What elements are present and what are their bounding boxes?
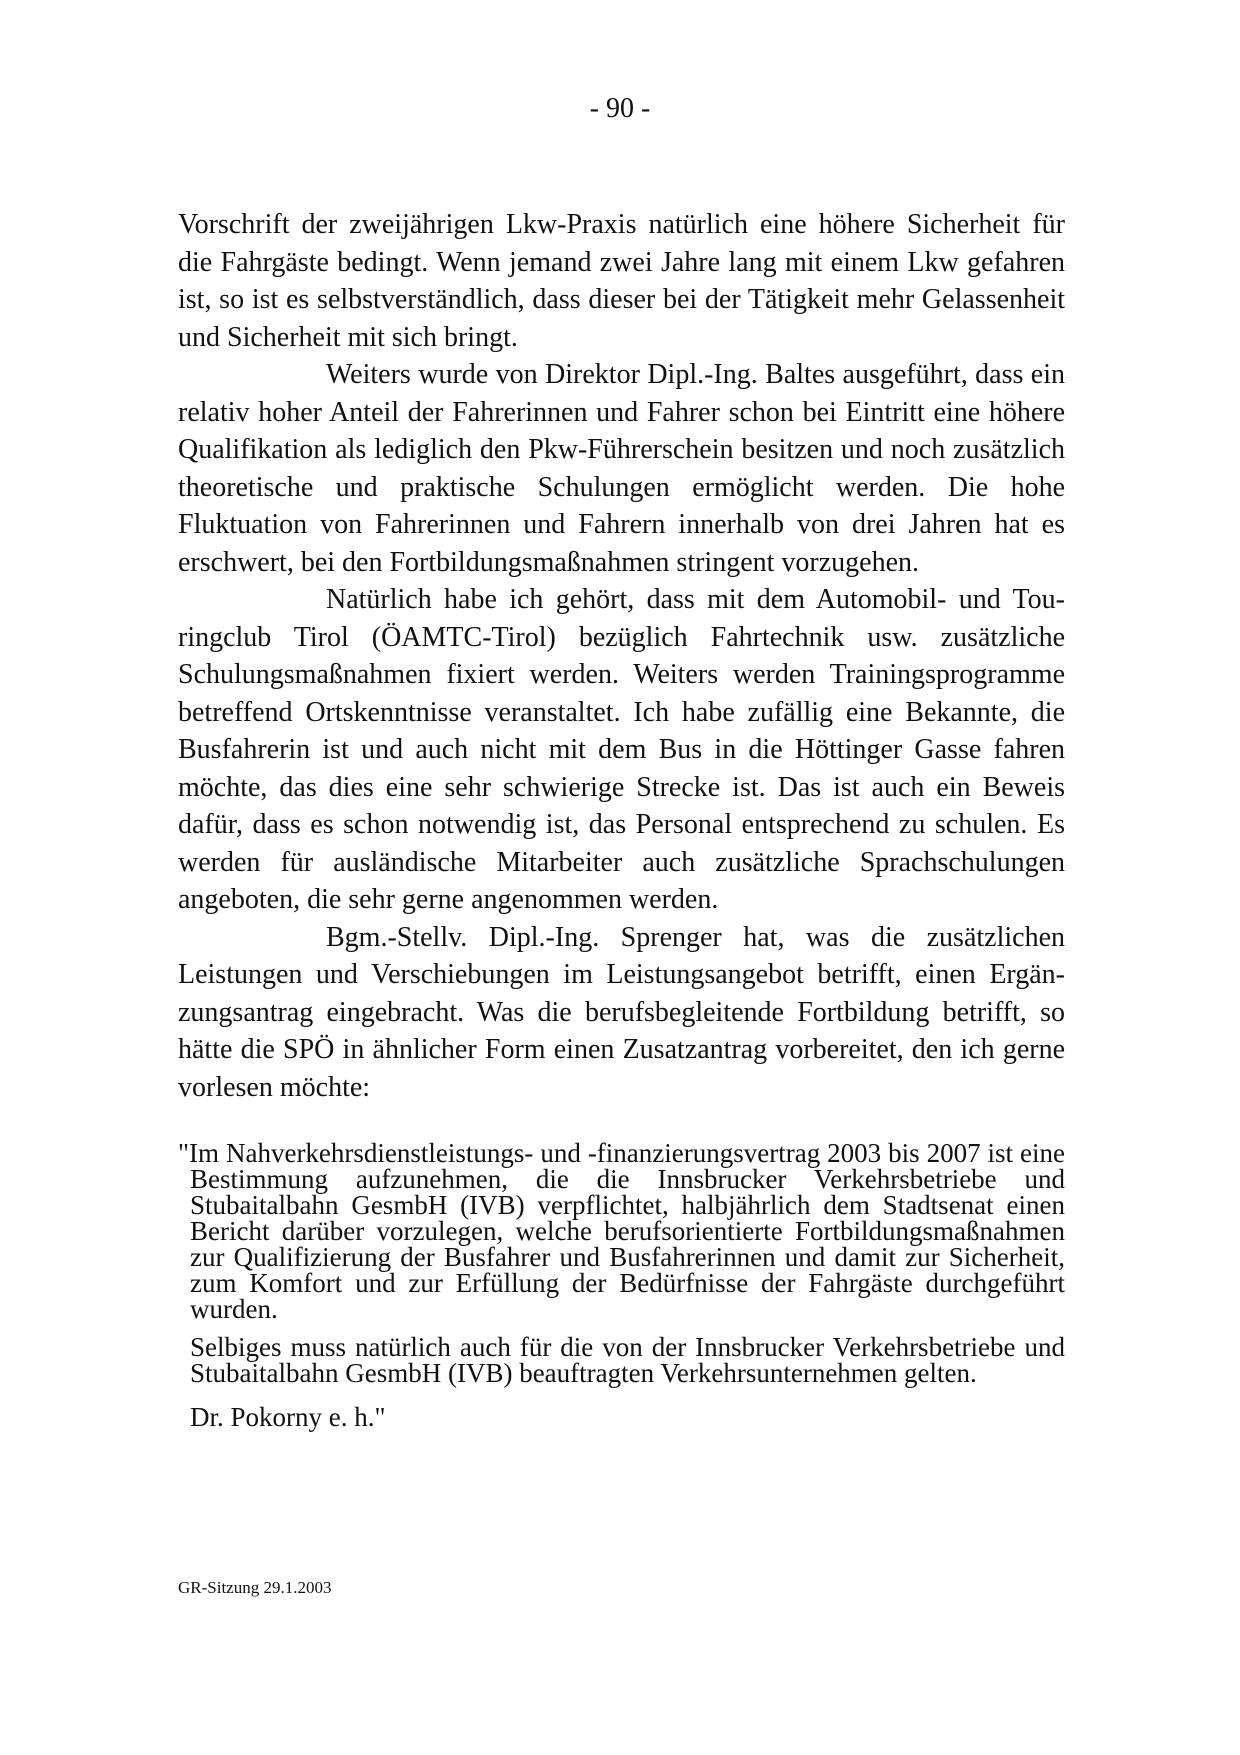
motion-quote — [178, 1140, 1065, 1430]
page-number: - 90 - — [589, 93, 651, 124]
paragraph: Bgm.-Stellv. Dipl.-Ing. Sprenger hat, was die zusätzlichen Leistungen und Verschiebungen im Leistungsangebot betrifft, einen Ergänzungsantrag eingebracht. Was die berufsbegleitende Fortbildung betrifft, so hätte die SPÖ in ähnlicher Form einen Zusatzantrag vorbereitet, den ich gerne vorlesen möchte: — [178, 921, 1065, 1103]
quote-main: "Im Nahverkehrsdienstleistungs- und -finanzierungsvertrag 2003 bis 2007 ist eine Bestimmung aufzunehmen, die die Innsbrucker Verkehrsbetriebe und Stubaitalbahn GesmbH (IVB) verpflichtet, halbjährlich dem Stadtsenat einen Bericht darüber vorzulegen, welche berufsorientierte Fortbildungsmaßnahmen zur Qualifizierung der Busfahrer und Busfahrerinnen und damit zur Sicherheit, zum Komfort und zur Erfüllung der Bedürfnisse der Fahrgäste durchgeführt wurden. — [178, 1138, 1065, 1324]
paragraph: Vorschrift der zweijährigen Lkw-Praxis natürlich eine höhere Sicherheit für die Fahrgäste bedingt. Wenn jemand zwei Jahre lang mit einem Lkw gefahren ist, so ist es selbstverständlich, dass dieser bei der Tätigkeit mehr Gelassenheit und Sicherheit mit sich bringt. — [178, 209, 1065, 353]
paragraph: Weiters wurde von Direktor Dipl.-Ing. Baltes ausgeführt, dass ein relativ hoher Anteil der Fahrerinnen und Fahrer schon bei Eintritt eine höhere Qualifikation als lediglich den Pkw-Führerschein besitzen und noch zusätzlich theoretische und praktische Schulungen ermöglicht werden. Die hohe Fluktuation von Fahrerinnen und Fahrern innerhalb von drei Jahren hat es erschwert, bei den Fortbildungsmaßnahmen stringent vorzugehen. — [178, 359, 1065, 578]
paragraph: Natürlich habe ich gehört, dass mit dem Automobil- und Touringclub Tirol (ÖAMTC-Tirol) bezüglich Fahrtechnik usw. zusätzliche Schulungsmaßnahmen fixiert werden. Weiters werden Trainingsprogramme betreffend Ortskenntnisse veranstaltet. Ich habe zufällig eine Bekannte, die Busfahrerin ist und auch nicht mit dem Bus in die Höttinger Gasse fahren möchte, das dies eine sehr schwierige Strecke ist. Das ist auch ein Beweis dafür, dass es schon notwendig ist, das Personal entsprechend zu schulen. Es werden für ausländische Mitarbeiter auch zusätzliche Sprachschulungen angeboten, die sehr gerne angenommen werden. — [178, 584, 1065, 915]
footer-session-date: GR-Sitzung 29.1.2003 — [178, 1578, 332, 1597]
quote-signature: Dr. Pokorny e. h." — [190, 1402, 386, 1432]
quote-continuation: Selbiges muss natürlich auch für die von der Innsbrucker Verkehrsbetriebe und Stubaitalbahn GesmbH (IVB) beauftragten Verkehrsunternehmen gelten. — [190, 1332, 1065, 1388]
body-text — [178, 206, 1065, 1106]
